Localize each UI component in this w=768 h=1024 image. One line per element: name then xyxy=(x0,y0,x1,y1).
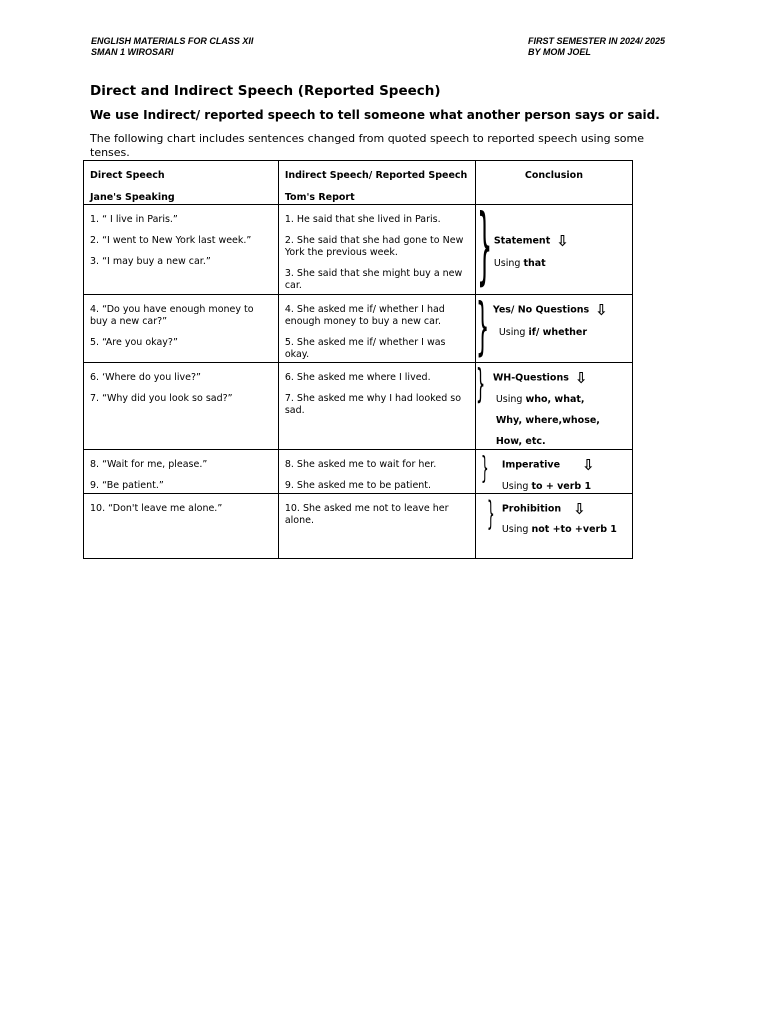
indirect-sentence: 5. She asked me if/ whether I was okay. xyxy=(284,337,446,360)
direct-cell xyxy=(84,363,279,450)
direct-sentence: 7. “Why did you look so sad?” xyxy=(90,393,233,404)
conclusion-using: Using not +to +verb 1 xyxy=(501,524,617,535)
conclusion-using-more: How, etc. xyxy=(495,435,546,447)
direct-sentence: 9. “Be patient.” xyxy=(90,480,164,491)
down-arrow-icon: ⇩ xyxy=(595,301,608,319)
speech-table xyxy=(83,160,633,559)
header-school-label: SMAN 1 WIROSARI xyxy=(91,47,174,57)
intro-paragraph: The following chart includes sentences changed from quoted speech to reported speech using some tenses. xyxy=(90,132,645,159)
subheader-jane: Jane's Speaking xyxy=(90,192,175,203)
indirect-cell xyxy=(278,450,475,494)
right-curly-brace-icon: } xyxy=(486,493,495,533)
indirect-sentence: 2. She said that she had gone to New York the previous week. xyxy=(284,235,464,258)
conclusion-using-more: Why, where,whose, xyxy=(495,414,600,426)
right-curly-brace-icon: } xyxy=(476,198,493,297)
direct-sentence: 1. “ I live in Paris.” xyxy=(90,214,178,225)
page-title: Direct and Indirect Speech (Reported Speech) xyxy=(90,83,441,99)
direct-sentence: 8. “Wait for me, please.” xyxy=(90,459,208,470)
header-cell-conclusion xyxy=(475,161,632,205)
conclusion-title: Statement ⇩ xyxy=(493,232,569,250)
indirect-sentence: 10. She asked me not to leave her alone. xyxy=(284,502,449,526)
page-subtitle: We use Indirect/ reported speech to tell someone what another person says or said. xyxy=(90,108,660,122)
header-cell-indirect xyxy=(278,161,475,205)
direct-cell xyxy=(84,493,279,558)
column-header-indirect: Indirect Speech/ Reported Speech xyxy=(284,170,468,181)
conclusion-cell xyxy=(475,198,632,297)
conclusion-cell xyxy=(475,450,632,494)
column-header-direct: Direct Speech xyxy=(90,170,165,181)
table-row xyxy=(84,295,633,363)
header-cell-direct xyxy=(84,161,279,205)
header-semester-label: FIRST SEMESTER IN 2024/ 2025 xyxy=(528,36,666,46)
right-curly-brace-icon: } xyxy=(475,361,485,408)
conclusion-cell xyxy=(475,292,632,365)
indirect-cell xyxy=(278,493,475,558)
down-arrow-icon: ⇩ xyxy=(574,369,588,387)
down-arrow-icon: ⇩ xyxy=(582,456,595,474)
indirect-sentence: 7. She asked me why I had looked so sad. xyxy=(284,393,462,416)
indirect-sentence: 3. She said that she might buy a new car. xyxy=(284,268,463,291)
down-arrow-icon: ⇩ xyxy=(573,499,586,518)
conclusion-using: Using that xyxy=(493,257,546,269)
table-row xyxy=(84,493,633,558)
column-header-conclusion: Conclusion xyxy=(524,170,583,181)
conclusion-title: Yes/ No Questions ⇩ xyxy=(492,301,608,319)
indirect-cell xyxy=(278,205,475,295)
table-row xyxy=(84,450,633,494)
conclusion-title: Prohibition ⇩ xyxy=(501,499,586,518)
conclusion-using: Using who, what, xyxy=(495,393,585,405)
direct-sentence: 4. “Do you have enough money to buy a new car?” xyxy=(90,304,254,327)
table-row xyxy=(84,205,633,295)
indirect-sentence: 1. He said that she lived in Paris. xyxy=(284,214,441,225)
indirect-cell xyxy=(278,363,475,450)
header-author-label: BY MOM JOEL xyxy=(528,47,591,57)
direct-sentence: 10. “Don't leave me alone.” xyxy=(90,502,223,514)
indirect-sentence: 4. She asked me if/ whether I had enough money to buy a new car. xyxy=(284,304,445,327)
direct-sentence: 2. “I went to New York last week.” xyxy=(90,235,252,246)
conclusion-using: Using if/ whether xyxy=(498,326,588,338)
indirect-cell xyxy=(278,295,475,363)
direct-sentence: 5. “Are you okay?” xyxy=(90,337,178,348)
conclusion-cell xyxy=(475,493,632,558)
right-curly-brace-icon: } xyxy=(480,450,489,486)
indirect-sentence: 6. She asked me where I lived. xyxy=(284,372,431,383)
table-header-row xyxy=(84,161,633,205)
right-curly-brace-icon: } xyxy=(475,292,490,365)
subheader-tom: Tom's Report xyxy=(284,192,355,203)
table-row xyxy=(84,363,633,450)
direct-cell xyxy=(84,205,279,295)
direct-sentence: 3. “I may buy a new car.” xyxy=(90,256,211,267)
header-right xyxy=(528,36,665,58)
conclusion-using: Using to + verb 1 xyxy=(501,480,592,492)
header-class-label: ENGLISH MATERIALS FOR CLASS XII xyxy=(91,36,254,46)
conclusion-title: WH-Questions ⇩ xyxy=(492,369,588,387)
down-arrow-icon: ⇩ xyxy=(556,232,569,250)
conclusion-title: Imperative ⇩ xyxy=(501,456,595,474)
direct-cell xyxy=(84,450,279,494)
conclusion-cell xyxy=(475,363,632,450)
direct-sentence: 6. ‘Where do you live?” xyxy=(90,372,201,383)
header-left xyxy=(91,36,253,58)
direct-cell xyxy=(84,295,279,363)
indirect-sentence: 8. She asked me to wait for her. xyxy=(284,459,437,470)
indirect-sentence: 9. She asked me to be patient. xyxy=(284,480,432,491)
